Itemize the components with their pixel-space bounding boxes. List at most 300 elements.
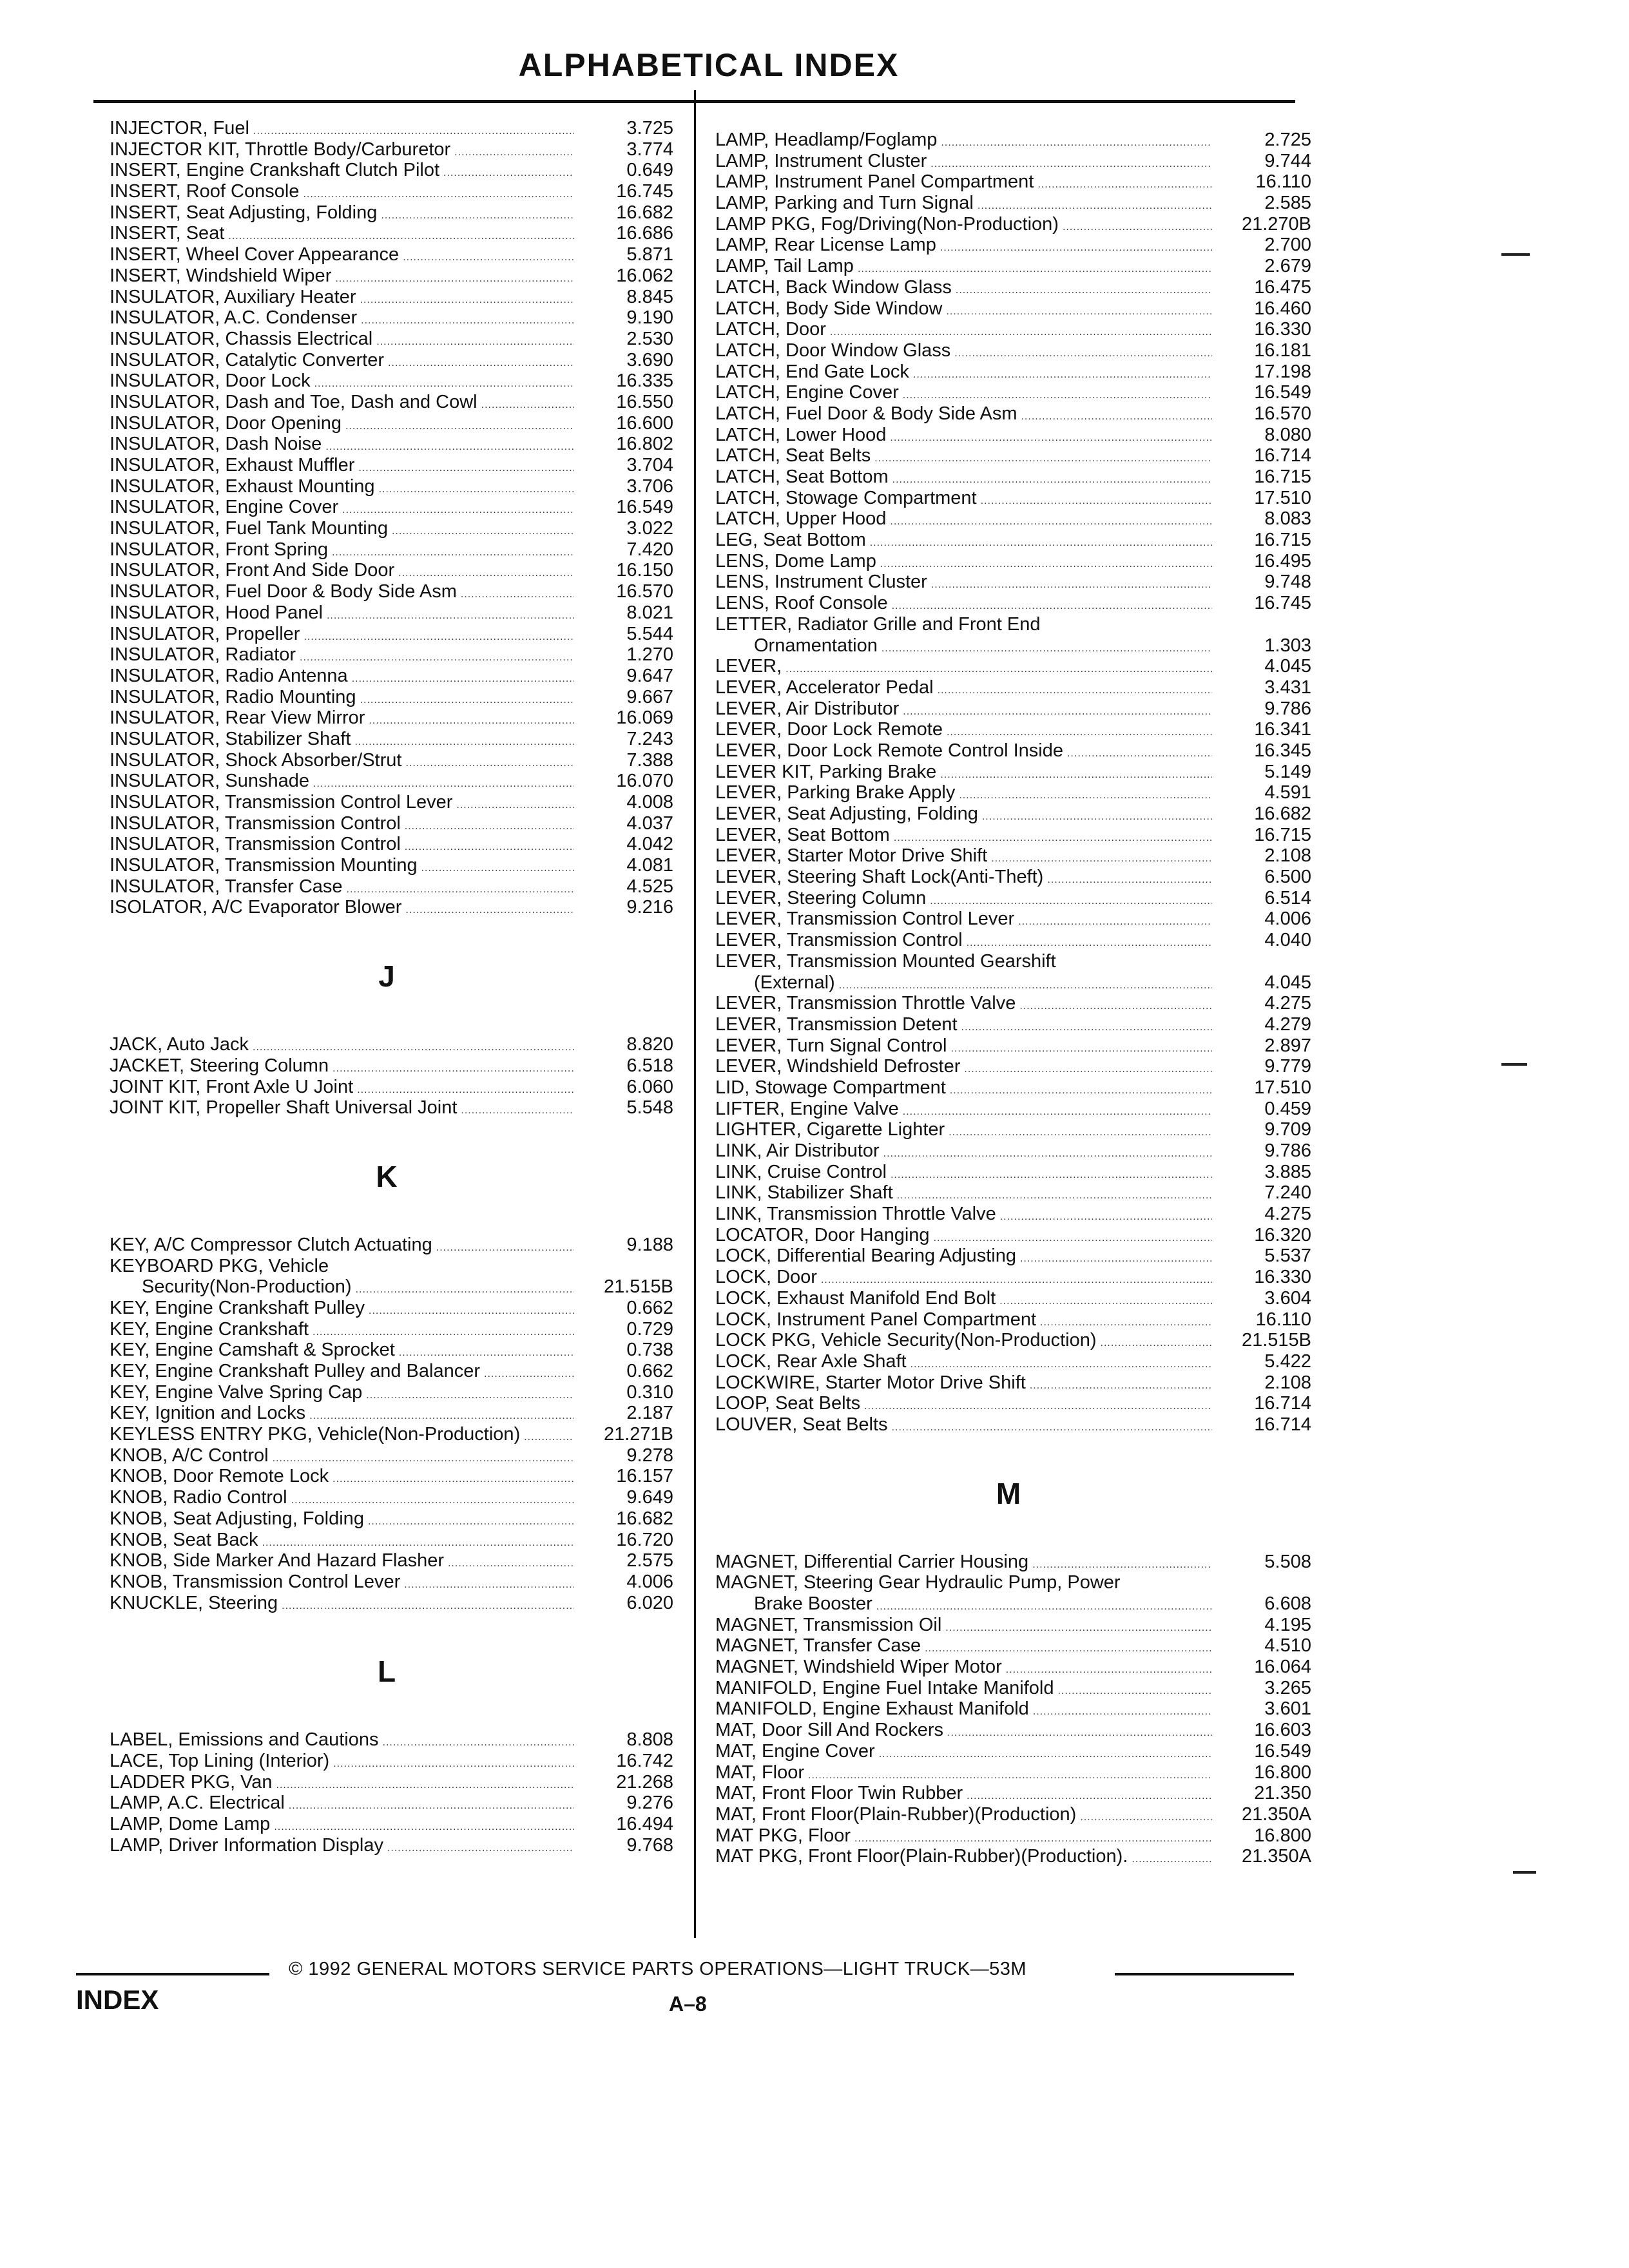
footer-rule-right <box>1115 1973 1294 1975</box>
index-entry <box>715 1740 1311 1762</box>
entry-label: LOCK, Exhaust Manifold End Bolt <box>715 1287 996 1309</box>
entry-label: LENS, Dome Lamp <box>715 550 876 572</box>
page-reference: 16.745 <box>616 181 673 202</box>
entry-label: INSULATOR, Hood Panel <box>110 602 323 623</box>
leader-dots <box>461 1097 574 1122</box>
section-label: INDEX <box>76 1984 159 2015</box>
index-entry <box>715 403 1311 425</box>
entry-label: KNUCKLE, Steering <box>110 1592 278 1613</box>
index-entry <box>93 1055 680 1077</box>
page-reference: 2.700 <box>1264 235 1311 256</box>
page-reference: 16.549 <box>1254 382 1311 403</box>
index-entry <box>715 887 1311 909</box>
index-entry <box>93 813 680 834</box>
page-reference: 3.885 <box>1264 1161 1311 1182</box>
index-entry <box>93 1772 680 1793</box>
page-reference: 21.515B <box>1241 1330 1311 1351</box>
entry-label: INSERT, Seat <box>110 223 225 244</box>
index-entry <box>715 613 1311 656</box>
entry-label: LENS, Roof Console <box>715 593 888 614</box>
page-title: ALPHABETICAL INDEX <box>518 47 900 83</box>
index-entry <box>93 855 680 876</box>
entry-label: INSULATOR, Propeller <box>110 623 300 644</box>
entry-label: LINK, Cruise Control <box>715 1161 887 1182</box>
index-entry <box>715 1825 1311 1847</box>
index-entry <box>715 719 1311 740</box>
index-entry <box>93 1550 680 1571</box>
page-reference: 6.608 <box>1264 1593 1311 1615</box>
index-entry <box>715 1846 1311 1867</box>
page-reference: 3.431 <box>1264 677 1311 698</box>
page-reference: 7.240 <box>1264 1182 1311 1204</box>
entry-label: LEVER, <box>715 656 782 677</box>
entry-label: LEVER, Transmission Throttle Valve <box>715 993 1016 1014</box>
entry-label: INSULATOR, Radio Antenna <box>110 665 348 686</box>
page-reference: 9.744 <box>1264 150 1311 171</box>
index-entry <box>715 1140 1311 1162</box>
section-letter: K <box>376 1159 398 1193</box>
entry-label: LACE, Top Lining (Interior) <box>110 1750 330 1771</box>
entry-label: LOCK, Instrument Panel Compartment <box>715 1309 1037 1330</box>
edge-mark <box>1513 1871 1536 1874</box>
page-reference: 16.682 <box>616 1508 673 1529</box>
index-entry <box>715 213 1311 235</box>
page-reference: 8.083 <box>1264 508 1311 530</box>
index-entry <box>93 350 680 371</box>
page-reference: 16.720 <box>616 1529 673 1550</box>
page-reference: 9.667 <box>626 686 673 707</box>
page-reference: 16.682 <box>1254 803 1311 825</box>
index-entry <box>715 298 1311 320</box>
entry-label: LEVER, Transmission Control <box>715 930 963 951</box>
entry-label: KNOB, Radio Control <box>110 1487 287 1508</box>
index-entry <box>715 1614 1311 1636</box>
page-reference: 2.108 <box>1264 1372 1311 1393</box>
edge-mark <box>1501 1063 1527 1066</box>
page-reference: 0.729 <box>626 1318 673 1340</box>
index-entry <box>715 1414 1311 1436</box>
entry-label-continued: Ornamentation <box>754 635 878 656</box>
page-reference: 3.704 <box>626 455 673 476</box>
index-entry <box>93 518 680 539</box>
page-reference: 16.181 <box>1254 340 1311 361</box>
entry-label: KNOB, Transmission Control Lever <box>110 1571 401 1592</box>
entry-label: LEVER, Seat Bottom <box>715 824 890 845</box>
page-reference: 6.518 <box>626 1055 673 1076</box>
entry-label: LOUVER, Seat Belts <box>715 1414 888 1435</box>
page-reference: 16.460 <box>1254 298 1311 319</box>
entry-label: INJECTOR KIT, Throttle Body/Carburetor <box>110 139 451 160</box>
index-entry <box>93 1403 680 1424</box>
entry-label: LATCH, Seat Belts <box>715 445 871 466</box>
page-reference: 1.270 <box>626 644 673 666</box>
entry-label: INSULATOR, Chassis Electrical <box>110 328 373 349</box>
index-entry <box>93 307 680 329</box>
index-entry <box>93 1077 680 1098</box>
index-entry <box>93 834 680 855</box>
page-reference: 21.350 <box>1254 1783 1311 1804</box>
index-entry <box>93 1508 680 1530</box>
page-reference: 5.544 <box>626 623 673 644</box>
index-entry <box>93 581 680 602</box>
index-entry <box>93 1256 680 1298</box>
entry-label: LAMP, Rear License Lamp <box>715 235 936 256</box>
page-reference: 3.265 <box>1264 1677 1311 1698</box>
index-entry <box>93 644 680 666</box>
index-entry <box>715 150 1311 172</box>
entry-label: INSULATOR, Radio Mounting <box>110 686 356 707</box>
index-entry <box>715 130 1311 151</box>
entry-label: LINK, Transmission Throttle Valve <box>715 1204 996 1225</box>
index-entry <box>715 656 1311 677</box>
page-reference: 2.725 <box>1264 130 1311 150</box>
entry-label: LATCH, Lower Hood <box>715 424 887 445</box>
entry-label: JOINT KIT, Front Axle U Joint <box>110 1076 354 1097</box>
leader-dots <box>892 1414 1212 1439</box>
page-reference: 16.330 <box>1254 319 1311 340</box>
index-entry <box>715 950 1311 993</box>
entry-label: LEG, Seat Bottom <box>715 530 866 551</box>
index-entry <box>93 792 680 813</box>
entry-label: INSULATOR, Dash and Toe, Dash and Cowl <box>110 391 477 412</box>
page-reference: 5.422 <box>1264 1350 1311 1372</box>
entry-label: LAMP, Instrument Cluster <box>715 150 927 171</box>
page-reference: 16.495 <box>1254 550 1311 572</box>
index-entry <box>93 181 680 202</box>
index-entry <box>93 771 680 792</box>
index-entry <box>715 1393 1311 1414</box>
page-reference: 9.647 <box>626 665 673 686</box>
page-reference: 16.715 <box>1254 824 1311 845</box>
entry-label: LATCH, Engine Cover <box>715 382 899 403</box>
page-reference: 1.303 <box>1264 635 1311 656</box>
page-reference: 16.335 <box>616 370 673 392</box>
page-reference: 16.682 <box>616 202 673 223</box>
index-entry <box>93 455 680 476</box>
index-entry <box>715 824 1311 846</box>
section-letter: M <box>996 1476 1021 1510</box>
entry-label: KEY, Ignition and Locks <box>110 1403 306 1424</box>
page-reference: 17.198 <box>1254 361 1311 382</box>
entry-label: KNOB, Side Marker And Hazard Flasher <box>110 1550 444 1571</box>
entry-label: JACKET, Steering Column <box>110 1055 329 1076</box>
page-reference: 5.537 <box>1264 1245 1311 1267</box>
page-reference: 4.591 <box>1264 782 1311 803</box>
index-entry <box>715 1204 1311 1225</box>
entry-label-continued: Brake Booster <box>754 1593 872 1615</box>
page-reference: 16.603 <box>1254 1720 1311 1741</box>
index-entry <box>715 1330 1311 1351</box>
index-entry <box>715 1677 1311 1699</box>
page-reference: 2.679 <box>1264 256 1311 277</box>
page-reference: 2.585 <box>1264 193 1311 214</box>
entry-label: MAGNET, Windshield Wiper Motor <box>715 1657 1002 1678</box>
index-entry <box>93 1298 680 1319</box>
page-reference: 16.742 <box>616 1750 673 1771</box>
index-entry <box>715 1056 1311 1077</box>
index-entry <box>93 1593 680 1614</box>
page-reference: 2.530 <box>626 328 673 349</box>
entry-label: LID, Stowage Compartment <box>715 1077 946 1098</box>
index-entry <box>93 624 680 645</box>
entry-label: LAMP, Instrument Panel Compartment <box>715 171 1034 193</box>
entry-label: LINK, Stabilizer Shaft <box>715 1182 893 1204</box>
entry-label: INSULATOR, Catalytic Converter <box>110 349 384 370</box>
index-entry <box>715 1635 1311 1657</box>
index-entry <box>715 424 1311 446</box>
index-entry <box>93 1571 680 1593</box>
entry-label: MAT PKG, Front Floor(Plain-Rubber)(Production). <box>715 1846 1128 1867</box>
entry-label: LAMP, A.C. Electrical <box>110 1792 285 1814</box>
page-reference: 0.738 <box>626 1340 673 1361</box>
index-entry <box>715 235 1311 256</box>
page-reference: 2.108 <box>1264 845 1311 867</box>
entry-label: KEYBOARD PKG, Vehicle <box>110 1255 329 1276</box>
page-reference: 16.714 <box>1254 445 1311 466</box>
page-reference: 16.715 <box>1254 530 1311 551</box>
entry-label: INSULATOR, Fuel Door & Body Side Asm <box>110 581 457 602</box>
entry-label: KEY, Engine Crankshaft Pulley and Balancer <box>110 1361 480 1382</box>
entry-label: MAT, Front Floor(Plain-Rubber)(Production) <box>715 1803 1077 1825</box>
index-entry <box>715 1267 1311 1288</box>
entry-label: LATCH, Seat Bottom <box>715 466 889 487</box>
page-reference: 16.320 <box>1254 1224 1311 1245</box>
page-reference: 9.768 <box>626 1834 673 1856</box>
page-reference: 3.604 <box>1264 1287 1311 1309</box>
index-entry <box>93 666 680 687</box>
entry-label: INSULATOR, Transmission Control Lever <box>110 792 453 812</box>
entry-label: LEVER, Starter Motor Drive Shift <box>715 845 988 867</box>
entry-label: LATCH, Door Window Glass <box>715 340 951 361</box>
leader-dots <box>387 1835 574 1860</box>
entry-label: LATCH, Fuel Door & Body Side Asm <box>715 403 1017 424</box>
entry-label: LOOP, Seat Belts <box>715 1393 861 1414</box>
index-entry <box>93 1530 680 1551</box>
entry-label: LEVER, Turn Signal Control <box>715 1035 947 1056</box>
index-entry <box>715 993 1311 1014</box>
page-reference: 16.110 <box>1255 1309 1311 1330</box>
page-reference: 6.020 <box>626 1592 673 1613</box>
page-reference: 3.725 <box>626 118 673 139</box>
entry-label: KEY, A/C Compressor Clutch Actuating <box>110 1234 432 1255</box>
entry-label: LOCK, Rear Axle Shaft <box>715 1350 907 1372</box>
entry-label: MAT, Front Floor Twin Rubber <box>715 1783 963 1804</box>
page-reference: 8.845 <box>626 286 673 307</box>
index-entry <box>715 530 1311 551</box>
page-reference: 9.190 <box>626 307 673 329</box>
page-reference: 16.330 <box>1254 1267 1311 1288</box>
entry-label: MAT PKG, Floor <box>715 1825 851 1846</box>
index-entry <box>715 1657 1311 1678</box>
index-entry <box>715 445 1311 466</box>
page-reference: 4.042 <box>626 834 673 855</box>
entry-label: LATCH, Door <box>715 319 826 340</box>
entry-label: LAMP, Dome Lamp <box>110 1814 271 1835</box>
index-entry <box>715 761 1311 783</box>
entry-label-continued: (External) <box>754 972 835 993</box>
page-reference: 4.045 <box>1264 656 1311 677</box>
index-entry <box>93 1340 680 1361</box>
page-reference: 0.649 <box>626 160 673 181</box>
entry-label: LAMP PKG, Fog/Driving(Non-Production) <box>715 213 1059 235</box>
index-entry <box>93 370 680 392</box>
entry-label: LATCH, Upper Hood <box>715 508 887 530</box>
entry-label: KNOB, Seat Adjusting, Folding <box>110 1508 364 1529</box>
page-reference: 2.187 <box>626 1403 673 1424</box>
page-reference: 16.686 <box>616 223 673 244</box>
page-reference: 16.064 <box>1254 1657 1311 1678</box>
entry-label: LATCH, End Gate Lock <box>715 361 909 382</box>
entry-label: LETTER, Radiator Grille and Front End <box>715 613 1041 635</box>
index-entry <box>93 1097 680 1119</box>
page-reference: 4.279 <box>1264 1014 1311 1035</box>
page-reference: 5.508 <box>1264 1551 1311 1572</box>
page-reference: 7.388 <box>626 749 673 771</box>
page-reference: 16.549 <box>1254 1740 1311 1762</box>
page-reference: 9.649 <box>626 1487 673 1508</box>
entry-label: INJECTOR, Fuel <box>110 118 250 139</box>
entry-label: LATCH, Body Side Window <box>715 298 943 319</box>
index-entry <box>715 319 1311 340</box>
page-reference: 9.278 <box>626 1445 673 1466</box>
index-entry <box>715 1572 1311 1615</box>
entry-label: KEY, Engine Camshaft & Sprocket <box>110 1340 395 1361</box>
page-reference: 21.268 <box>616 1771 673 1792</box>
page-reference: 16.070 <box>616 771 673 792</box>
page-reference: 16.549 <box>616 497 673 518</box>
index-entry <box>93 329 680 350</box>
index-entry <box>715 1119 1311 1140</box>
entry-label: INSULATOR, Front Spring <box>110 539 328 560</box>
index-entry <box>715 740 1311 762</box>
index-entry <box>93 287 680 308</box>
entry-label: LATCH, Back Window Glass <box>715 276 952 298</box>
index-entry <box>93 1814 680 1835</box>
page-reference: 4.006 <box>626 1571 673 1592</box>
entry-label: MAT, Floor <box>715 1762 805 1783</box>
page-reference: 2.575 <box>626 1550 673 1571</box>
index-entry <box>93 497 680 518</box>
entry-label: LAMP, Parking and Turn Signal <box>715 193 974 214</box>
index-entry <box>715 466 1311 488</box>
index-entry <box>715 1803 1311 1825</box>
entry-label: INSERT, Windshield Wiper <box>110 265 332 286</box>
page-reference: 8.080 <box>1264 424 1311 445</box>
page-reference: 21.515B <box>603 1276 673 1298</box>
entry-label: MANIFOLD, Engine Fuel Intake Manifold <box>715 1677 1054 1698</box>
entry-label: LATCH, Stowage Compartment <box>715 487 977 508</box>
index-entry <box>93 1835 680 1856</box>
page-reference: 2.897 <box>1264 1035 1311 1056</box>
entry-label: KEYLESS ENTRY PKG, Vehicle(Non-Production) <box>110 1424 521 1445</box>
entry-label: KNOB, Door Remote Lock <box>110 1466 329 1487</box>
page-reference: 16.600 <box>616 412 673 434</box>
page-reference: 8.820 <box>626 1034 673 1055</box>
leader-dots <box>282 1593 574 1617</box>
index-entry <box>715 867 1311 888</box>
page-reference: 16.570 <box>616 581 673 602</box>
entry-label: LEVER, Door Lock Remote Control Inside <box>715 740 1063 761</box>
entry-label: KNOB, Seat Back <box>110 1529 258 1550</box>
entry-label: INSULATOR, Front And Side Door <box>110 560 395 581</box>
entry-label: INSERT, Roof Console <box>110 181 300 202</box>
entry-label: INSERT, Wheel Cover Appearance <box>110 244 400 265</box>
page-reference: 3.774 <box>626 139 673 160</box>
index-column-left <box>93 118 680 1856</box>
index-entry <box>93 1729 680 1751</box>
page-reference: 16.570 <box>1254 403 1311 424</box>
index-entry <box>93 139 680 160</box>
index-entry <box>715 1309 1311 1331</box>
index-entry <box>93 265 680 287</box>
index-entry <box>93 876 680 898</box>
page-reference: 8.021 <box>626 602 673 623</box>
entry-label: MAGNET, Differential Carrier Housing <box>715 1551 1029 1572</box>
index-entry <box>715 193 1311 214</box>
page-reference: 16.715 <box>1254 466 1311 487</box>
index-entry <box>715 1098 1311 1120</box>
index-column-right <box>715 130 1311 1867</box>
entry-label: INSULATOR, Shock Absorber/Strut <box>110 749 402 771</box>
page-reference: 16.714 <box>1254 1393 1311 1414</box>
index-entry <box>93 1424 680 1445</box>
page-reference: 6.060 <box>626 1076 673 1097</box>
entry-label: MAGNET, Steering Gear Hydraulic Pump, Power <box>715 1572 1121 1593</box>
page-reference: 16.714 <box>1254 1414 1311 1435</box>
page-reference: 8.808 <box>626 1729 673 1751</box>
index-entry <box>715 1720 1311 1741</box>
page-reference: 16.745 <box>1254 593 1311 614</box>
page-reference: 4.525 <box>626 876 673 897</box>
page-reference: 3.706 <box>626 476 673 497</box>
entry-label: LEVER, Steering Shaft Lock(Anti-Theft) <box>715 867 1044 888</box>
page-reference: 4.275 <box>1264 993 1311 1014</box>
index-entry <box>715 1762 1311 1783</box>
index-entry <box>715 382 1311 403</box>
entry-label: LEVER, Air Distributor <box>715 698 900 719</box>
index-entry <box>93 1382 680 1403</box>
index-entry <box>715 550 1311 572</box>
page-reference: 4.040 <box>1264 930 1311 951</box>
index-entry <box>715 1077 1311 1099</box>
page-reference: 9.786 <box>1264 1140 1311 1162</box>
entry-label: JOINT KIT, Propeller Shaft Universal Joint <box>110 1097 458 1119</box>
index-entry <box>93 1235 680 1256</box>
index-entry <box>93 750 680 771</box>
page-reference: 16.150 <box>616 560 673 581</box>
entry-label: LOCKWIRE, Starter Motor Drive Shift <box>715 1372 1026 1393</box>
page-reference: 16.802 <box>616 434 673 455</box>
index-entry <box>93 244 680 265</box>
index-entry <box>715 361 1311 383</box>
entry-label: LAMP, Driver Information Display <box>110 1834 383 1856</box>
index-entry <box>93 160 680 181</box>
index-entry <box>93 602 680 624</box>
entry-label: LEVER, Seat Adjusting, Folding <box>715 803 978 825</box>
index-entry <box>93 1361 680 1382</box>
index-entry <box>715 845 1311 867</box>
index-entry <box>715 593 1311 614</box>
entry-label: INSULATOR, Engine Cover <box>110 497 339 518</box>
index-entry <box>715 1698 1311 1720</box>
index-entry <box>715 256 1311 277</box>
entry-label: KEY, Engine Crankshaft Pulley <box>110 1297 365 1318</box>
index-entry <box>715 572 1311 593</box>
page-reference: 4.081 <box>626 855 673 876</box>
page-reference: 17.510 <box>1254 1077 1311 1098</box>
page-reference: 7.420 <box>626 539 673 560</box>
index-entry <box>93 223 680 244</box>
